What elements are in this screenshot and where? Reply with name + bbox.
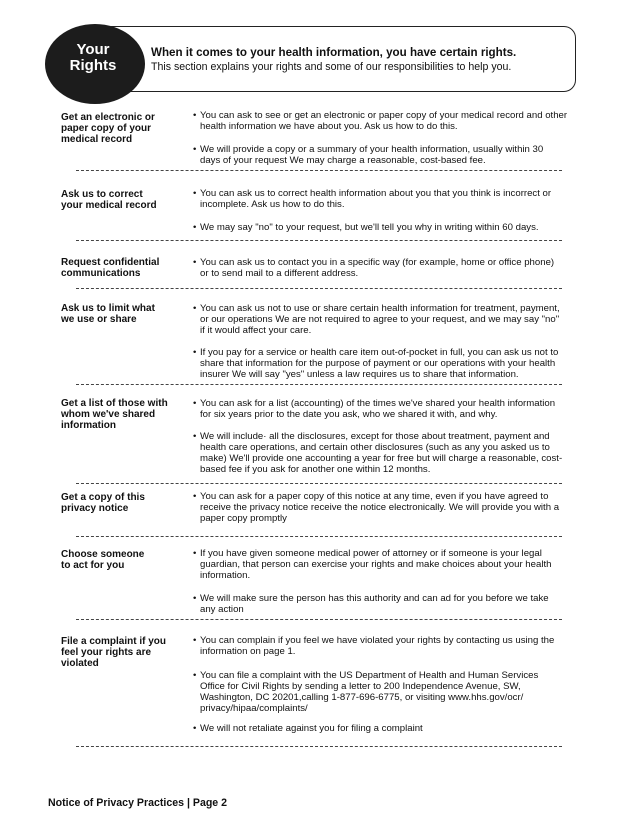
bullet-line: paper copy promptly bbox=[200, 513, 287, 524]
bullet-dot-icon: • bbox=[193, 222, 197, 233]
bullet-first-line bbox=[193, 257, 573, 268]
bullet-first-line bbox=[193, 491, 573, 502]
section-label-line: we use or share bbox=[61, 314, 137, 325]
section-label-line: medical record bbox=[61, 134, 133, 145]
section-label-line: feel your rights are bbox=[61, 647, 152, 658]
section-label bbox=[61, 257, 181, 279]
bullet-dot-icon: • bbox=[193, 635, 197, 646]
bullet-dot-icon: • bbox=[193, 398, 197, 409]
section-divider bbox=[76, 483, 562, 484]
bullet-line: information. bbox=[200, 570, 251, 581]
bullet-line: You can ask us to contact you in a specific way (for example, home or office phone) bbox=[200, 257, 555, 268]
section-label-line: whom we've shared bbox=[61, 409, 156, 420]
section-bullet bbox=[193, 257, 573, 279]
section-label bbox=[61, 636, 181, 669]
section-bullet bbox=[193, 548, 573, 581]
bullet-dot-icon: • bbox=[193, 257, 197, 268]
bullet-dot-icon: • bbox=[193, 188, 197, 199]
bullet-line: If you have given someone medical power of attorney or if someone is your legal bbox=[200, 548, 542, 559]
bullet-line: You can complain if you feel we have violated your rights by contacting us using the bbox=[200, 635, 555, 646]
bullet-dot-icon: • bbox=[193, 491, 197, 502]
bullet-line: incomplete. Ask us how to do this. bbox=[200, 199, 345, 210]
bullet-dot-icon: • bbox=[193, 144, 197, 155]
section-label-line: Ask us to limit what bbox=[61, 303, 155, 314]
section-label-line: Choose someone bbox=[61, 549, 145, 560]
section-bullet bbox=[193, 144, 573, 166]
bullet-line: You can ask for a paper copy of this notice at any time, even if you have agreed to bbox=[200, 491, 549, 502]
bullet-first-line bbox=[193, 548, 573, 559]
section-label bbox=[61, 189, 181, 211]
section-bullet bbox=[193, 723, 573, 734]
bullet-line: privacy/hipaa/complaints/ bbox=[200, 703, 308, 714]
bullet-line: guardian, that person can exercise your rights and make choices about your health bbox=[200, 559, 552, 570]
section-divider bbox=[76, 170, 562, 171]
header-subtitle: This section explains your rights and some of our responsibilities to help you. bbox=[151, 61, 512, 73]
bullet-dot-icon: • bbox=[193, 303, 197, 314]
bullet-line: You can ask us not to use or share certain health information for treatment, payment, bbox=[200, 303, 560, 314]
bullet-line: based fee if you ask for another one within 12 months. bbox=[200, 464, 431, 475]
section-label bbox=[61, 303, 181, 325]
bullet-line: Office for Civil Rights by sending a letter to 200 Independence Avenue, SW, bbox=[200, 681, 521, 692]
section-bullet bbox=[193, 670, 573, 714]
bullet-first-line bbox=[193, 670, 573, 681]
bullet-line: You can file a complaint with the US Department of Health and Human Services bbox=[200, 670, 539, 681]
header-box bbox=[78, 26, 576, 92]
bullet-line: if it would affect your care. bbox=[200, 325, 312, 336]
bullet-line: information on page 1. bbox=[200, 646, 296, 657]
section-bullet bbox=[193, 110, 573, 132]
bullet-first-line bbox=[193, 635, 573, 646]
bullet-line: We will provide a copy or a summary of your health information, usually within 30 bbox=[200, 144, 544, 155]
badge-line-2: Rights bbox=[69, 57, 117, 74]
bullet-line: insurer We will say "yes" unless a law requires us to share that information. bbox=[200, 369, 519, 380]
bullet-line: We will include· all the disclosures, except for those about treatment, payment and bbox=[200, 431, 550, 442]
header-title: When it comes to your health information, you have certain rights. bbox=[151, 46, 517, 59]
bullet-first-line bbox=[193, 347, 573, 358]
bullet-first-line bbox=[193, 144, 573, 155]
section-label bbox=[61, 112, 181, 145]
bullet-dot-icon: • bbox=[193, 670, 197, 681]
section-label bbox=[61, 492, 181, 514]
bullet-dot-icon: • bbox=[193, 431, 197, 442]
bullet-line: make) We'll provide one accounting a year for free but will charge a reasonable, cost- bbox=[200, 453, 563, 464]
bullet-line: Washington, DC 20201,calling 1-877-696-6775, or visiting www.hhs.gov/ocr/ bbox=[200, 692, 524, 703]
section-divider bbox=[76, 619, 562, 620]
bullet-line: or our operations We are not required to agree to your request, and we may say "no" bbox=[200, 314, 560, 325]
section-label bbox=[61, 398, 181, 431]
section-label-line: paper copy of your bbox=[61, 123, 152, 134]
section-bullet bbox=[193, 188, 573, 210]
bullet-first-line bbox=[193, 222, 573, 233]
bullet-first-line bbox=[193, 110, 573, 121]
section-label-line: Request confidential bbox=[61, 257, 160, 268]
bullet-line: If you pay for a service or health care item out-of-pocket in full, you can ask us not to bbox=[200, 347, 559, 358]
bullet-first-line bbox=[193, 593, 573, 604]
section-bullet bbox=[193, 593, 573, 615]
bullet-line: health information we have about you. Ask us how to do this. bbox=[200, 121, 458, 132]
section-label-line: communications bbox=[61, 268, 141, 279]
section-bullet bbox=[193, 222, 573, 233]
bullet-line: health care operations, and certain other disclosures (such as any you asked us to bbox=[200, 442, 550, 453]
bullet-first-line bbox=[193, 188, 573, 199]
bullet-line: You can ask us to correct health information about you that you think is incorrect or bbox=[200, 188, 552, 199]
section-bullet bbox=[193, 491, 573, 524]
section-divider bbox=[76, 288, 562, 289]
section-bullet bbox=[193, 431, 573, 475]
section-label-line: Get a list of those with bbox=[61, 398, 168, 409]
bullet-dot-icon: • bbox=[193, 548, 197, 559]
bullet-line: You can ask for a list (accounting) of the times we've shared your health information bbox=[200, 398, 556, 409]
bullet-dot-icon: • bbox=[193, 347, 197, 358]
section-bullet bbox=[193, 347, 573, 380]
bullet-first-line bbox=[193, 303, 573, 314]
section-divider bbox=[76, 746, 562, 747]
bullet-dot-icon: • bbox=[193, 723, 197, 734]
badge-line-1: Your bbox=[76, 41, 110, 58]
section-label-line: to act for you bbox=[61, 560, 125, 571]
section-bullet bbox=[193, 303, 573, 336]
bullet-line: any action bbox=[200, 604, 244, 615]
section-bullet bbox=[193, 635, 573, 657]
bullet-line: We will not retaliate against you for filing a complaint bbox=[200, 723, 423, 734]
bullet-line: We may say "no" to your request, but we'll tell you why in writing within 60 days. bbox=[200, 222, 539, 233]
section-label bbox=[61, 549, 181, 571]
bullet-line: days of your request We may charge a reasonable, cost-based fee. bbox=[200, 155, 486, 166]
bullet-line: receive the privacy notice receive the notice electronically. We will provide you with a bbox=[200, 502, 560, 513]
section-label-line: privacy notice bbox=[61, 503, 129, 514]
section-label-line: your medical record bbox=[61, 200, 157, 211]
bullet-line: for six years prior to the date you ask, who we shared it with, and why. bbox=[200, 409, 498, 420]
section-bullet bbox=[193, 398, 573, 420]
bullet-first-line bbox=[193, 398, 573, 409]
section-label-line: Ask us to correct bbox=[61, 189, 143, 200]
bullet-dot-icon: • bbox=[193, 110, 197, 121]
section-label-line: violated bbox=[61, 658, 99, 669]
section-label-line: File a complaint if you bbox=[61, 636, 167, 647]
section-divider bbox=[76, 536, 562, 537]
section-divider bbox=[76, 240, 562, 241]
bullet-line: We will make sure the person has this authority and can ad for you before we take bbox=[200, 593, 549, 604]
section-divider bbox=[76, 384, 562, 385]
badge-text bbox=[45, 42, 141, 74]
bullet-first-line bbox=[193, 431, 573, 442]
bullet-line: or to send mail to a different address. bbox=[200, 268, 359, 279]
section-label-line: information bbox=[61, 420, 116, 431]
section-label-line: Get a copy of this bbox=[61, 492, 145, 503]
bullet-dot-icon: • bbox=[193, 593, 197, 604]
bullet-first-line bbox=[193, 723, 573, 734]
section-label-line: Get an electronic or bbox=[61, 112, 155, 123]
bullet-line: You can ask to see or get an electronic or paper copy of your medical record and other bbox=[200, 110, 568, 121]
bullet-line: share that information for the purpose of payment or our operations with your health bbox=[200, 358, 556, 369]
page-footer: Notice of Privacy Practices | Page 2 bbox=[48, 797, 228, 809]
